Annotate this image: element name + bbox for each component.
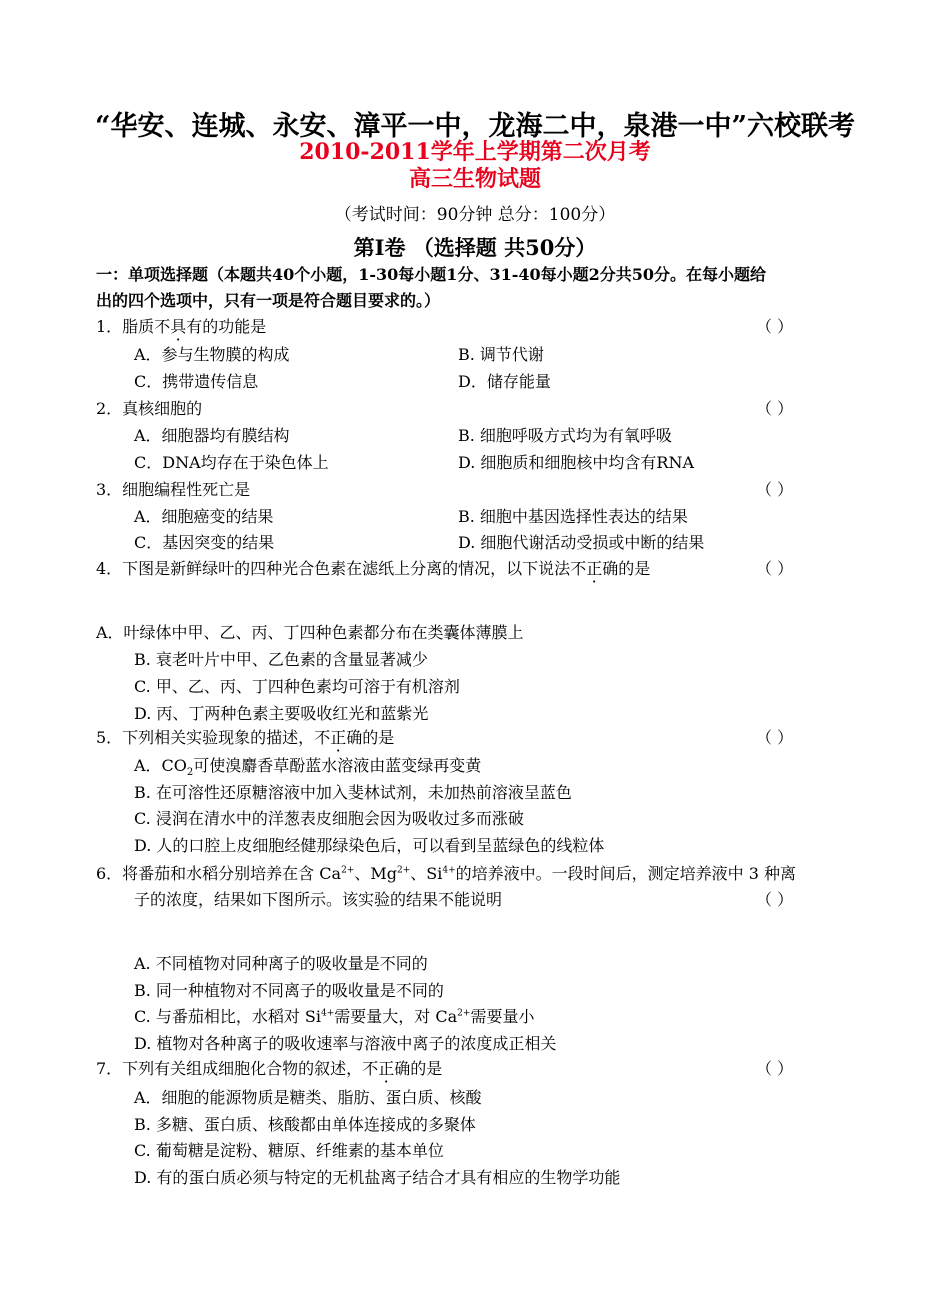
q2-option-c: C．DNA均存在于染色体上: [134, 453, 329, 472]
exam-title-schools: “华安、连城、永安、漳平一中，龙海二中，泉港一中”六校联考: [94, 111, 856, 142]
emphasis-dots: 不具有: [154, 317, 203, 336]
q6-option-b: B. 同一种植物对不同离子的吸收量是不同的: [134, 981, 444, 1000]
q1-option-c: C．携带遗传信息: [134, 372, 259, 391]
instructions-line1: 一：单项选择题（本题共40个小题，1-30每小题1分、31-40每小题2分共50分。在每小题给: [96, 265, 767, 284]
q7-option-a: A．细胞的能源物质是糖类、脂肪、蛋白质、核酸: [134, 1088, 482, 1107]
exam-title-term: 2010-2011学年上学期第二次月考: [299, 139, 651, 165]
answer-parentheses: （ ）: [756, 399, 794, 418]
question-7-stem: 7．下列有关组成细胞化合物的叙述，不正确的是: [96, 1059, 443, 1078]
question-6-stem-line1: 6．将番茄和水稻分别培养在含 $Ca^{2+}$、$Mg^{2+}$、$Si^{4+}$的培养液中。一段时间后，测定培养液中 3 种离: [96, 864, 796, 883]
q7-option-b: B. 多糖、蛋白质、核酸都由单体连接成的多聚体: [134, 1115, 476, 1134]
answer-parentheses: （ ）: [756, 1059, 794, 1078]
instructions-line2: 出的四个选项中，只有一项是符合题目要求的。）: [96, 291, 441, 310]
q4-option-b: B. 衰老叶片中甲、乙色素的含量显著减少: [134, 650, 428, 669]
q6-option-d: D. 植物对各种离子的吸收速率与溶液中离子的浓度成正相关: [134, 1034, 557, 1053]
section-title: 第Ⅰ卷 （选择题 共50分）: [353, 235, 597, 260]
emphasis-dots: 不正确: [314, 728, 363, 747]
question-5-stem: 5．下列相关实验现象的描述，不正确的是: [96, 728, 395, 747]
q7-option-c: C. 葡萄糖是淀粉、糖原、纤维素的基本单位: [134, 1141, 444, 1160]
exam-info: （考试时间：90分钟 总分：100分）: [334, 205, 616, 225]
q3-option-d: D. 细胞代谢活动受损或中断的结果: [458, 533, 705, 552]
emphasis-dots: 不正确: [570, 559, 619, 578]
question-1-stem: 1．脂质不具有的功能是: [96, 317, 267, 336]
question-2-stem: 2．真核细胞的: [96, 399, 203, 418]
answer-parentheses: （ ）: [756, 317, 794, 336]
q3-option-b: B. 细胞中基因选择性表达的结果: [458, 507, 688, 526]
answer-parentheses: （ ）: [756, 480, 794, 499]
q5-option-d: D. 人的口腔上皮细胞经健那绿染色后，可以看到呈蓝绿色的线粒体: [134, 836, 605, 855]
q1-option-b: B. 调节代谢: [458, 345, 544, 364]
q5-option-c: C. 浸润在清水中的洋葱表皮细胞会因为吸收过多而涨破: [134, 809, 524, 828]
question-3-stem: 3．细胞编程性死亡是: [96, 480, 251, 499]
q4-option-a: A．叶绿体中甲、乙、丙、丁四种色素都分布在类囊体薄膜上: [96, 623, 524, 642]
q6-option-c: C. 与番茄相比，水稻对 $Si^{4+}$需要量大，对 $Ca^{2+}$需要量小: [134, 1007, 535, 1026]
q4-option-c: C. 甲、乙、丙、丁四种色素均可溶于有机溶剂: [134, 677, 460, 696]
emphasis-dots: 不正确: [362, 1059, 411, 1078]
q1-option-d: D．储存能量: [458, 372, 551, 391]
q5-option-a: A．$CO_2$可使溴麝香草酚蓝水溶液由蓝变绿再变黄: [134, 756, 482, 779]
question-6-stem-line2: 子的浓度，结果如下图所示。该实验的结果不能说明: [134, 890, 503, 909]
q7-option-d: D. 有的蛋白质必须与特定的无机盐离子结合才具有相应的生物学功能: [134, 1168, 621, 1187]
answer-parentheses: （ ）: [756, 559, 794, 578]
q1-option-a: A．参与生物膜的构成: [134, 345, 290, 364]
q5-option-b: B. 在可溶性还原糖溶液中加入斐林试剂，未加热前溶液呈蓝色: [134, 783, 572, 802]
q3-option-a: A．细胞癌变的结果: [134, 507, 274, 526]
answer-parentheses: （ ）: [756, 890, 794, 909]
instructions: [96, 262, 766, 314]
q4-option-d: D. 丙、丁两种色素主要吸收红光和蓝紫光: [134, 704, 429, 723]
q6-option-a: A. 不同植物对同种离子的吸收量是不同的: [134, 954, 428, 973]
q2-option-b: B. 细胞呼吸方式均为有氧呼吸: [458, 426, 672, 445]
question-4-stem: 4．下图是新鲜绿叶的四种光合色素在滤纸上分离的情况，以下说法不正确的是: [96, 559, 651, 578]
exam-title-subject: 高三生物试题: [408, 166, 541, 192]
q3-option-c: C．基因突变的结果: [134, 533, 275, 552]
q2-option-a: A．细胞器均有膜结构: [134, 426, 290, 445]
answer-parentheses: （ ）: [756, 728, 794, 747]
q2-option-d: D. 细胞质和细胞核中均含有RNA: [458, 453, 695, 472]
